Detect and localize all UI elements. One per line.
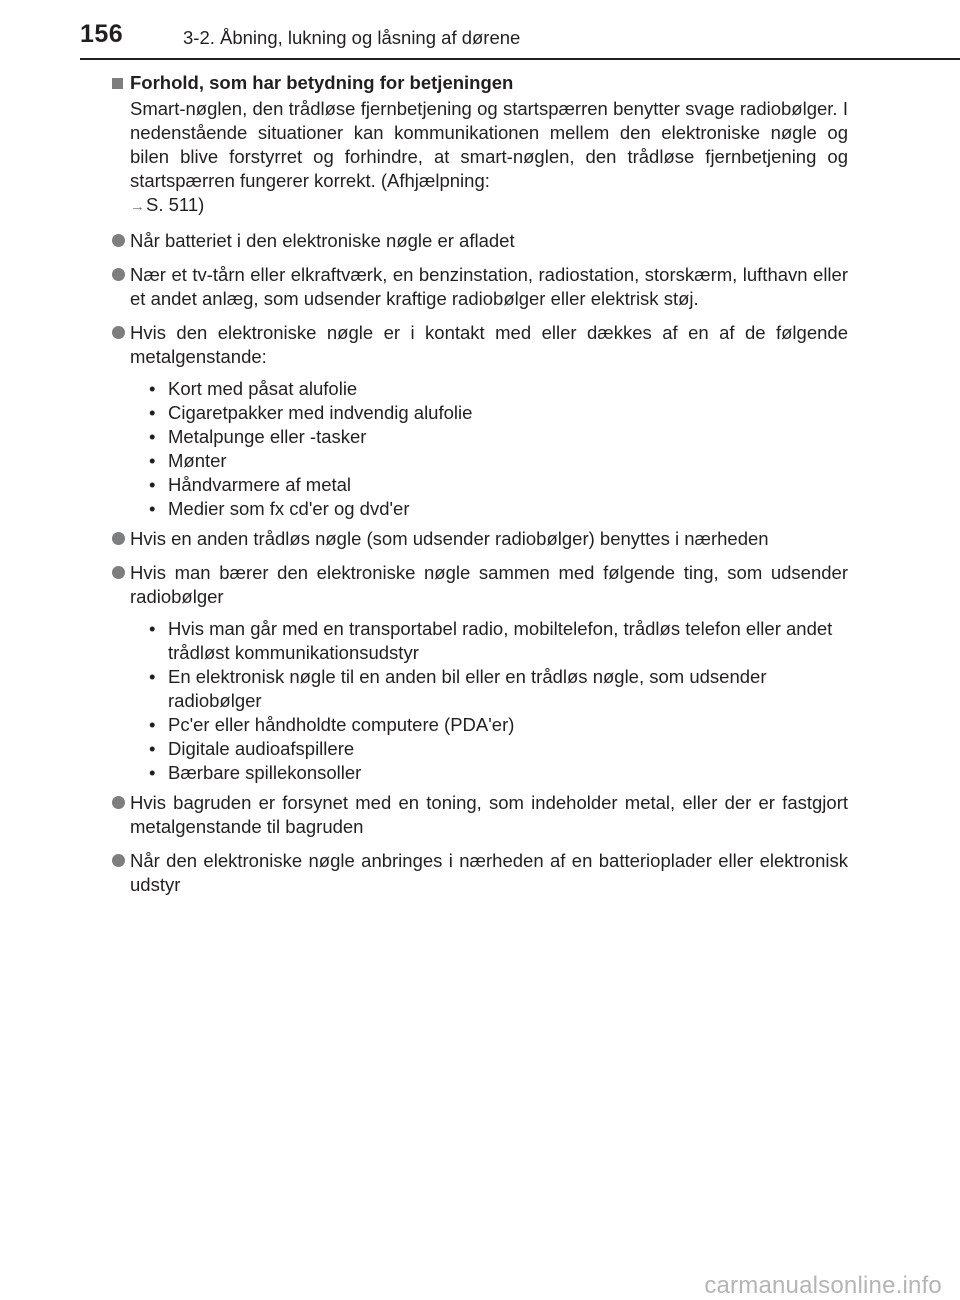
sub-list-item: • Medier som fx cd'er og dvd'er	[148, 497, 848, 521]
list-item-text: Når batteriet i den elektroniske nøgle er afladet	[130, 230, 515, 251]
sub-list	[112, 377, 848, 521]
square-bullet-icon	[112, 78, 123, 89]
list-item	[112, 561, 848, 609]
round-bullet-icon	[112, 326, 125, 339]
round-bullet-icon	[112, 532, 125, 545]
round-bullet-icon	[112, 234, 125, 247]
watermark: carmanualsonline.info	[704, 1272, 942, 1299]
list-item-text: Hvis man bærer den elektroniske nøgle sammen med følgende ting, som udsender radiobølger	[130, 562, 848, 607]
intro-paragraph	[112, 97, 848, 219]
list-item-text: Når den elektroniske nøgle anbringes i nærheden af en batterioplader eller elektronisk udstyr	[130, 850, 848, 895]
sub-list-item: • Bærbare spillekonsoller	[148, 761, 848, 785]
list-item	[112, 527, 848, 551]
header-rule	[80, 58, 960, 60]
list-item	[112, 229, 848, 253]
list-item-text: Nær et tv-tårn eller elkraftværk, en benzinstation, radiostation, storskærm, lufthavn eller et andet anlæg, som udsender kraftige radiobølger eller elektrisk støj.	[130, 264, 848, 309]
sub-list-item: • Digitale audioafspillere	[148, 737, 848, 761]
sub-list-item: • Hvis man går med en transportabel radio, mobiltelefon, trådløs telefon eller andet trådløst kommunikationsudstyr	[148, 617, 848, 665]
section-heading-text: Forhold, som har betydning for betjeningen	[130, 72, 514, 93]
sub-list-item: • Kort med påsat alufolie	[148, 377, 848, 401]
list-item-text: Hvis en anden trådløs nøgle (som udsender radiobølger) benyttes i nærheden	[130, 528, 769, 549]
list-item	[112, 321, 848, 369]
list-item-text: Hvis den elektroniske nøgle er i kontakt med eller dækkes af en af de følgende metalgenstande:	[130, 322, 848, 367]
list-item	[112, 849, 848, 897]
list-item	[112, 791, 848, 839]
round-bullet-icon	[112, 268, 125, 281]
sub-list-item: • Metalpunge eller -tasker	[148, 425, 848, 449]
intro-text: Smart-nøglen, den trådløse fjernbetjening og startspærren benytter svage radiobølger. I nedenstående situationer kan kommunikationen mellem den elektroniske nøgle og bilen blive forstyrret og forhindre, at smart-nøglen, den trådløse fjernbetjening og startspærren fungerer korrekt. (Afhjælpning:	[130, 98, 848, 191]
reference-arrow-icon: →	[130, 198, 145, 215]
list-item-text: Hvis bagruden er forsynet med en toning, som indeholder metal, eller der er fastgjort metalgenstande til bagruden	[130, 792, 848, 837]
sub-list-item: • Pc'er eller håndholdte computere (PDA'er)	[148, 713, 848, 737]
sub-list	[112, 617, 848, 785]
round-bullet-icon	[112, 566, 125, 579]
sub-list-item: • Håndvarmere af metal	[148, 473, 848, 497]
round-bullet-icon	[112, 796, 125, 809]
sub-list-item: • Mønter	[148, 449, 848, 473]
sub-list-item: • En elektronisk nøgle til en anden bil eller en trådløs nøgle, som udsender radiobølger	[148, 665, 848, 713]
page-reference-link[interactable]: S. 511)	[146, 194, 205, 215]
section-title: 3-2. Åbning, lukning og låsning af dørene	[183, 27, 521, 48]
bullet-list	[112, 229, 848, 897]
main-content	[112, 71, 848, 907]
list-item	[112, 263, 848, 311]
sub-list-item: • Cigaretpakker med indvendig alufolie	[148, 401, 848, 425]
page-number: 156	[80, 20, 124, 48]
round-bullet-icon	[112, 854, 125, 867]
section-heading	[112, 71, 848, 95]
